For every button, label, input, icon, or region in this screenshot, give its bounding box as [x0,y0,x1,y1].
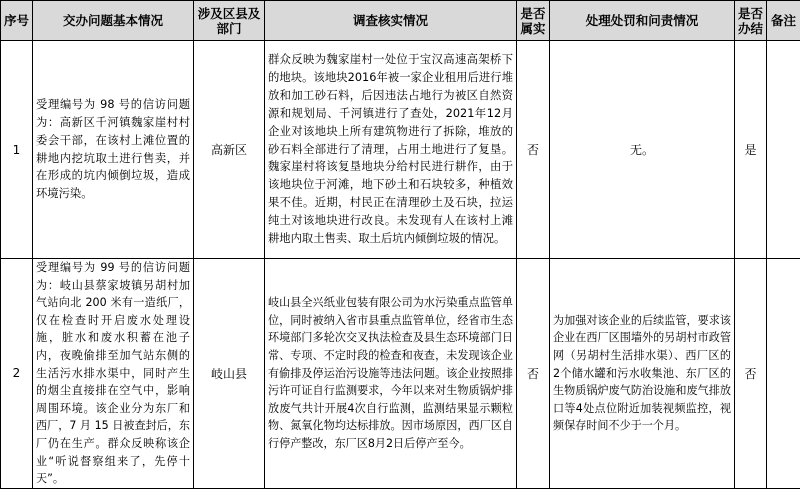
cell-seq: 1 [1,41,33,259]
header-is-closed: 是否办结 [735,1,767,41]
cell-seq: 2 [1,259,33,489]
cell-remark [767,41,800,259]
table-row [1,41,800,259]
header-is-true: 是否属实 [517,1,550,41]
cell-investigation: 岐山县全兴纸业包装有限公司为水污染重点监管单位，同时被纳入省市县重点监管单位，经省市生态环境部门多轮次交叉执法检查及县生态环境部门日常、专项、不定时段的检查和夜查，未发现该企业有偷排及停运治污设施等违法问题。该企业按照排污许可证自行监测要求，今年以来对生物质锅炉排放废气共计开展4次自行监测，监测结果显示颗粒物、氮氧化物均达标排放。因市场原因，西厂区自行停产整改，东厂区8月2日后停产至今。 [265,259,517,489]
table-row [1,259,800,489]
cell-problem: 受理编号为 98 号的信访问题为：高新区千河镇魏家崖村村委会干部，在该村上滩位置的耕地内挖坑取土进行售卖，并在形成的坑内倾倒垃圾，造成环境污染。 [33,41,194,259]
cell-is-closed: 否 [735,259,767,489]
cell-problem: 受理编号为 99 号的信访问题为：岐山县蔡家坡镇另胡村加气站向北 200 米有一造纸厂，仅在检查时开启废水处理设施，脏水和废水积蓄在池子内，夜晚偷排至加气站东侧的生活污水排水渠中，同时产生的烟尘直接排在空气中，影响周围环境。该企业分为东厂和西厂，7 月 15 日被查封后，东厂仍在生产。群众反映称该企业“听说督察组来了，先停十天”。 [33,259,194,489]
cell-is-closed: 是 [735,41,767,259]
header-region: 涉及区县及部门 [194,1,265,41]
table-header-row [1,1,800,41]
cell-remark [767,259,800,489]
header-investigation: 调查核实情况 [265,1,517,41]
cell-handling: 为加强对该企业的后续监管，要求该企业在西厂区围墙外的另胡村市政管网（另胡村生活排水渠）、西厂区的2个储水罐和污水收集池、东厂区的生物质锅炉废气防治设施和废气排放口等4处点位附近加装视频监控，视频保存时间不少于一个月。 [550,259,735,489]
header-handling: 处理处罚和问责情况 [550,1,735,41]
cell-investigation: 群众反映为魏家崖村一处位于宝汉高速高架桥下的地块。该地块2016年被一家企业租用后进行堆放和加工砂石料，后因违法占地行为被区自然资源和规划局、千河镇进行了查处，2021年12月企业对该地块上所有建筑物进行了拆除，堆放的砂石料全部进行了清理，占用土地进行了复垦。魏家崖村将该复垦地块分给村民进行耕作，由于该地块位于河滩，地下砂土和石块较多，种植效果不佳。近期，村民正在清理砂土及石块，拉运纯土对该地块进行改良。未发现有人在该村上滩耕地内取土售卖、取土后坑内倾倒垃圾的情况。 [265,41,517,259]
cell-is-true: 否 [517,41,550,259]
cell-is-true: 否 [517,259,550,489]
cell-handling: 无。 [550,41,735,259]
header-seq: 序号 [1,1,33,41]
cell-region: 岐山县 [194,259,265,489]
header-problem: 交办问题基本情况 [33,1,194,41]
cell-region: 高新区 [194,41,265,259]
header-remark: 备注 [767,1,800,41]
